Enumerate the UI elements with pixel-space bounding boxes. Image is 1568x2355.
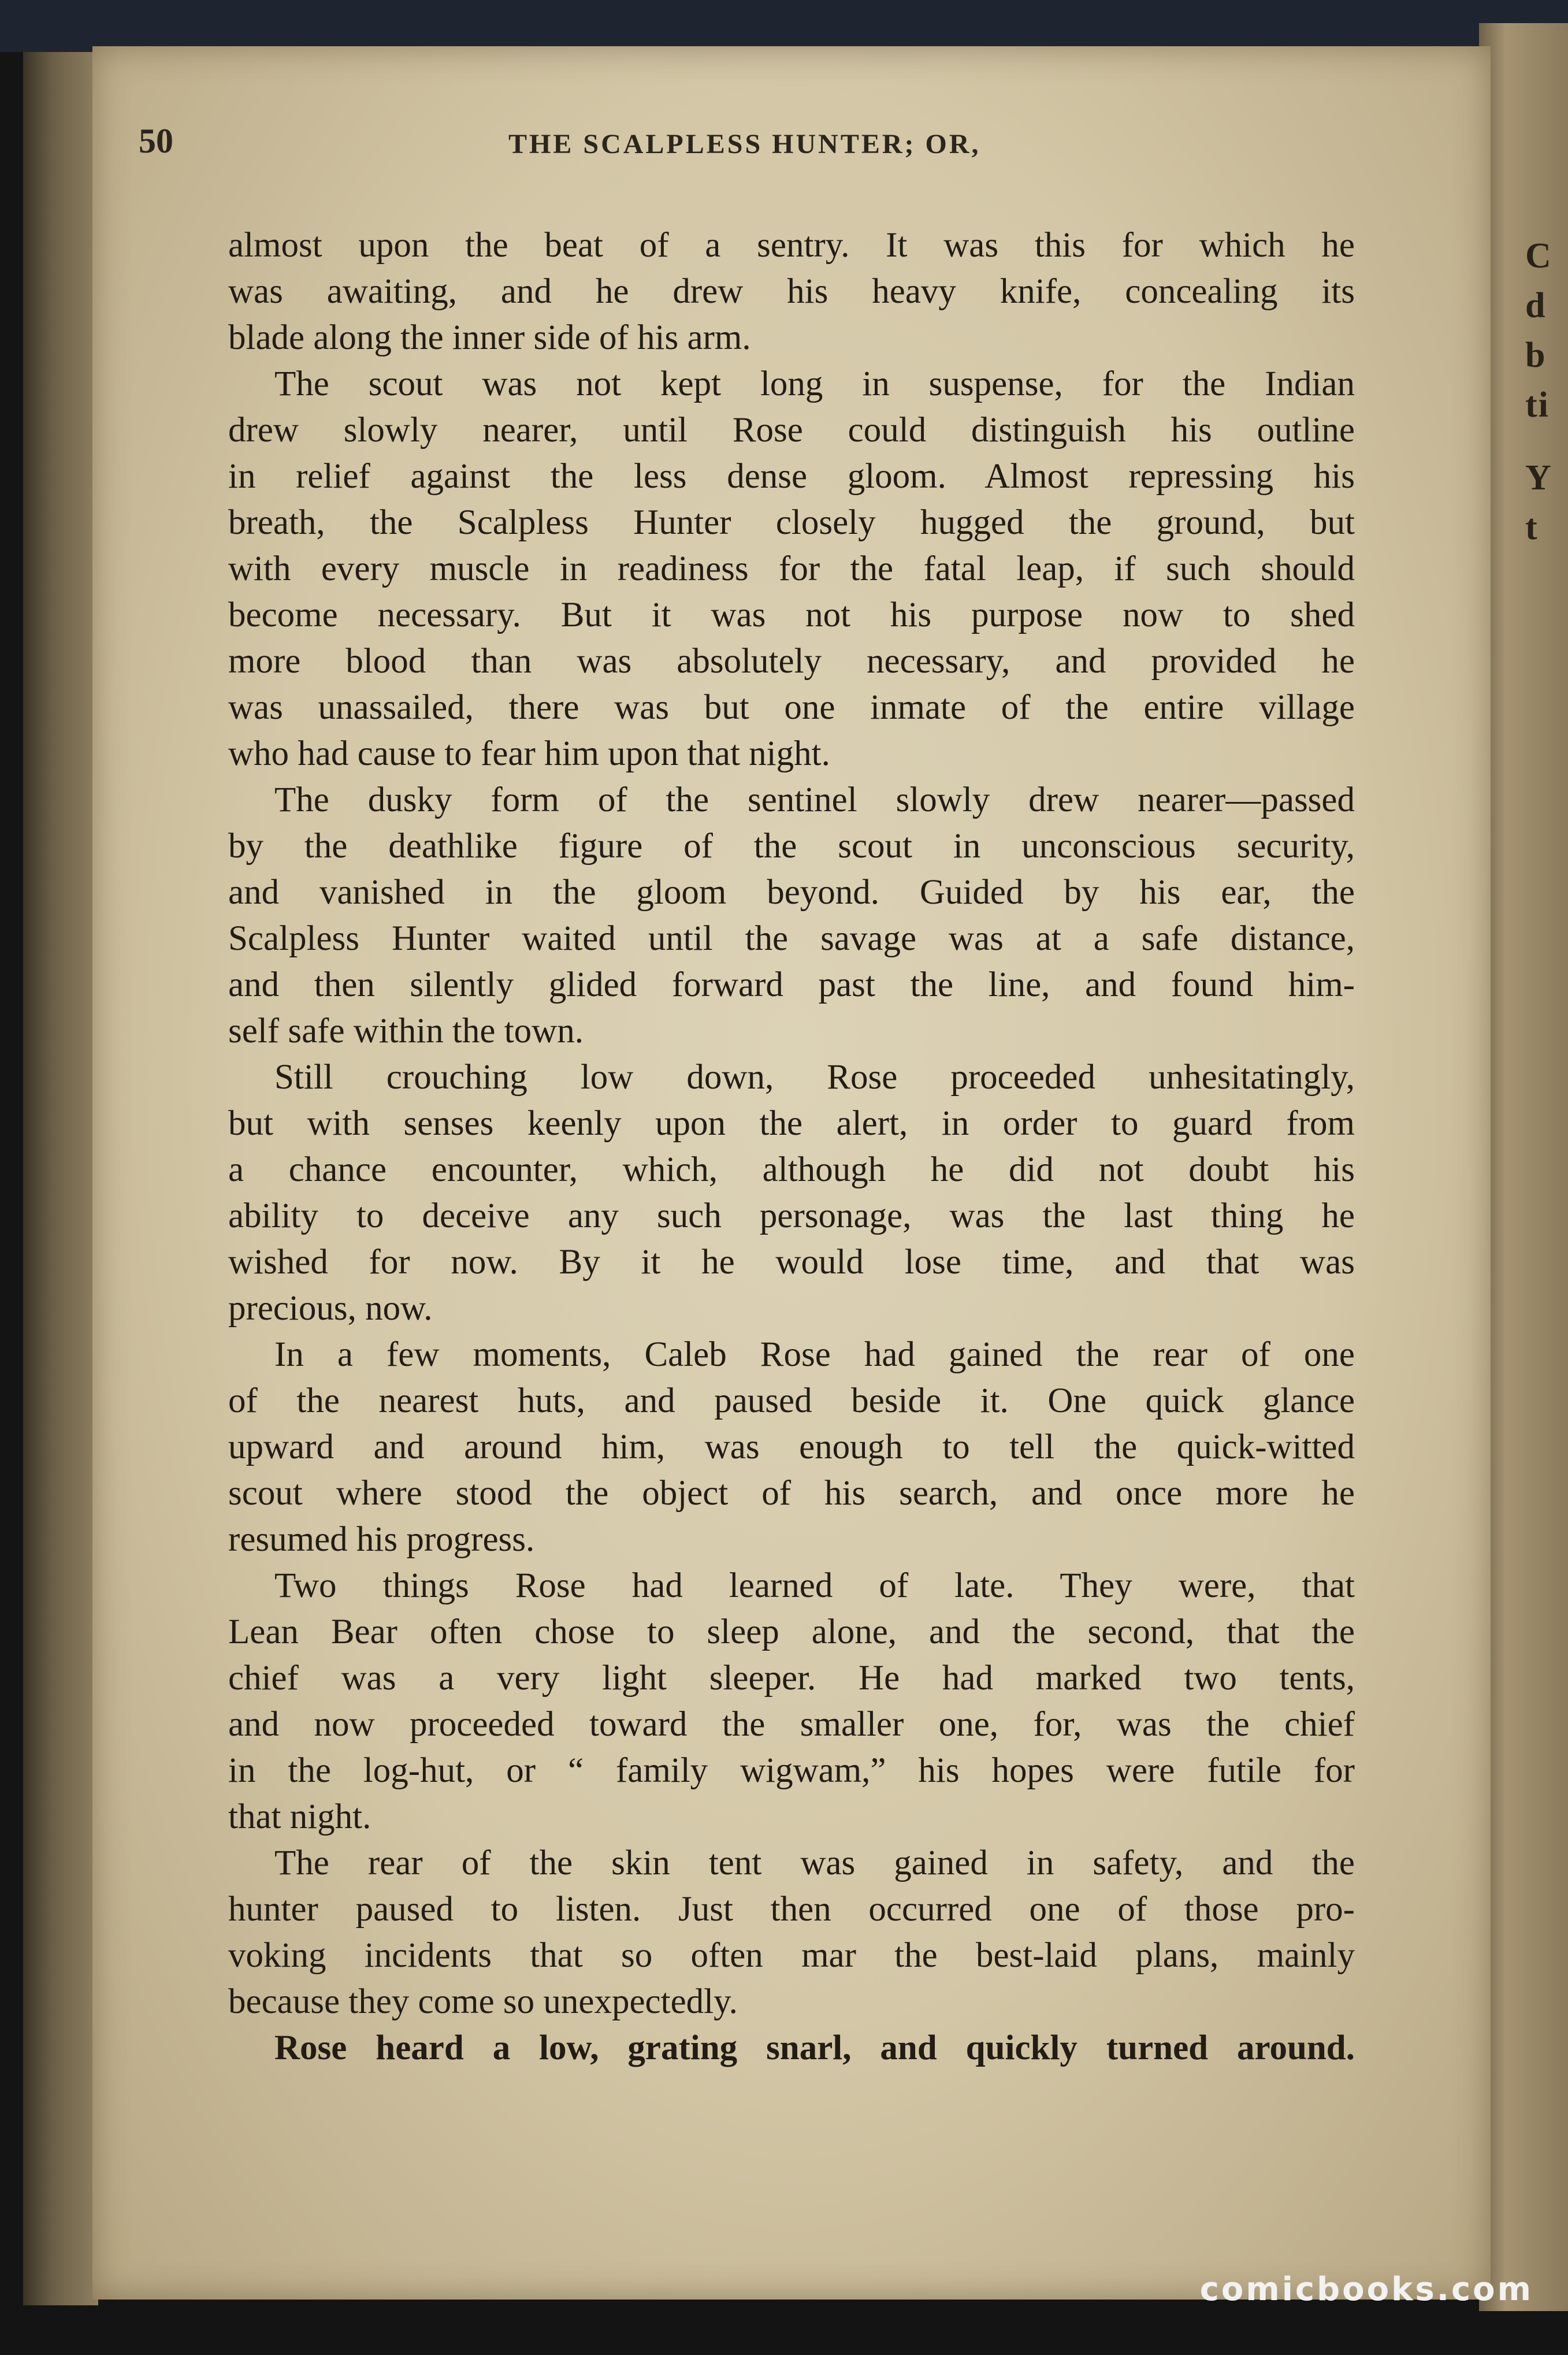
running-head: THE SCALPLESS HUNTER; OR, (508, 129, 981, 159)
watermark: comicbooks.com (1199, 2271, 1533, 2308)
text-line: self safe within the town. (228, 1012, 584, 1050)
text-line: in the log-hut, or “ family wigwam,” his hopes were futile for (228, 1751, 1355, 1790)
text-line: Lean Bear often chose to sleep alone, and the second, that the (228, 1613, 1355, 1651)
next-page-fragment: Y (1525, 458, 1552, 497)
next-page-fragment: ti (1525, 385, 1550, 425)
text-line: Scalpless Hunter waited until the savage was at a safe distance, (228, 919, 1355, 958)
text-line: Rose heard a low, grating snarl, and quickly turned around. (274, 2029, 1355, 2067)
text-line: who had cause to fear him upon that night. (228, 734, 830, 773)
text-line: drew slowly nearer, until Rose could distinguish his outline (228, 411, 1355, 450)
page-body (228, 222, 1355, 2071)
text-line: chief was a very light sleeper. He had marked two tents, (228, 1659, 1355, 1697)
next-page-fragment: t (1525, 508, 1539, 547)
text-line: The rear of the skin tent was gained in safety, and the (274, 1844, 1355, 1882)
text-line: in relief against the less dense gloom. Almost repressing his (228, 457, 1355, 496)
text-line: more blood than was absolutely necessary, and provided he (228, 642, 1355, 681)
text-line: was awaiting, and he drew his heavy knife, concealing its (228, 272, 1355, 311)
text-line: Still crouching low down, Rose proceeded unhesitatingly, (274, 1058, 1355, 1097)
text-line: hunter paused to listen. Just then occurred one of those pro- (228, 1890, 1355, 1929)
background-top (0, 0, 1568, 52)
text-line: almost upon the beat of a sentry. It was this for which he (228, 226, 1355, 265)
text-line: scout where stood the object of his search, and once more he (228, 1474, 1355, 1513)
text-line: blade along the inner side of his arm. (228, 318, 751, 357)
text-line: upward and around him, was enough to tell the quick-witted (228, 1428, 1355, 1466)
text-line: voking incidents that so often mar the best-laid plans, mainly (228, 1936, 1355, 1975)
next-page-fragment: d (1525, 286, 1547, 325)
text-line: that night. (228, 1797, 371, 1836)
book-spine (23, 52, 98, 2305)
text-line: breath, the Scalpless Hunter closely hugged the ground, but (228, 503, 1355, 542)
text-line: In a few moments, Caleb Rose had gained the rear of one (274, 1335, 1355, 1374)
text-line: ability to deceive any such personage, was the last thing he (228, 1197, 1355, 1235)
next-page-fragment: b (1525, 336, 1547, 375)
text-line: and vanished in the gloom beyond. Guided by his ear, the (228, 873, 1355, 912)
next-page-fragment: C (1525, 236, 1552, 276)
text-line: because they come so unexpectedly. (228, 1982, 738, 2021)
text-line: a chance encounter, which, although he did not doubt his (228, 1150, 1355, 1189)
text-line: resumed his progress. (228, 1520, 535, 1559)
text-line: become necessary. But it was not his purpose now to shed (228, 596, 1355, 634)
text-line: and now proceeded toward the smaller one, for, was the chief (228, 1705, 1355, 1744)
text-line: Two things Rose had learned of late. They were, that (274, 1566, 1355, 1605)
next-page-text (1525, 231, 1566, 552)
text-line: precious, now. (228, 1289, 433, 1328)
text-line: The scout was not kept long in suspense, for the Indian (274, 365, 1355, 403)
text-line: of the nearest huts, and paused beside it. One quick glance (228, 1381, 1355, 1420)
text-line: by the deathlike figure of the scout in unconscious security, (228, 827, 1355, 866)
page-number: 50 (139, 122, 173, 160)
text-line: wished for now. By it he would lose time, and that was (228, 1243, 1355, 1281)
text-line: and then silently glided forward past the line, and found him- (228, 965, 1355, 1004)
text-line: with every muscle in readiness for the fatal leap, if such should (228, 549, 1355, 588)
text-line: was unassailed, there was but one inmate of the entire village (228, 688, 1355, 727)
text-line: The dusky form of the sentinel slowly drew nearer—passed (274, 781, 1355, 819)
text-line: but with senses keenly upon the alert, in order to guard from (228, 1104, 1355, 1143)
